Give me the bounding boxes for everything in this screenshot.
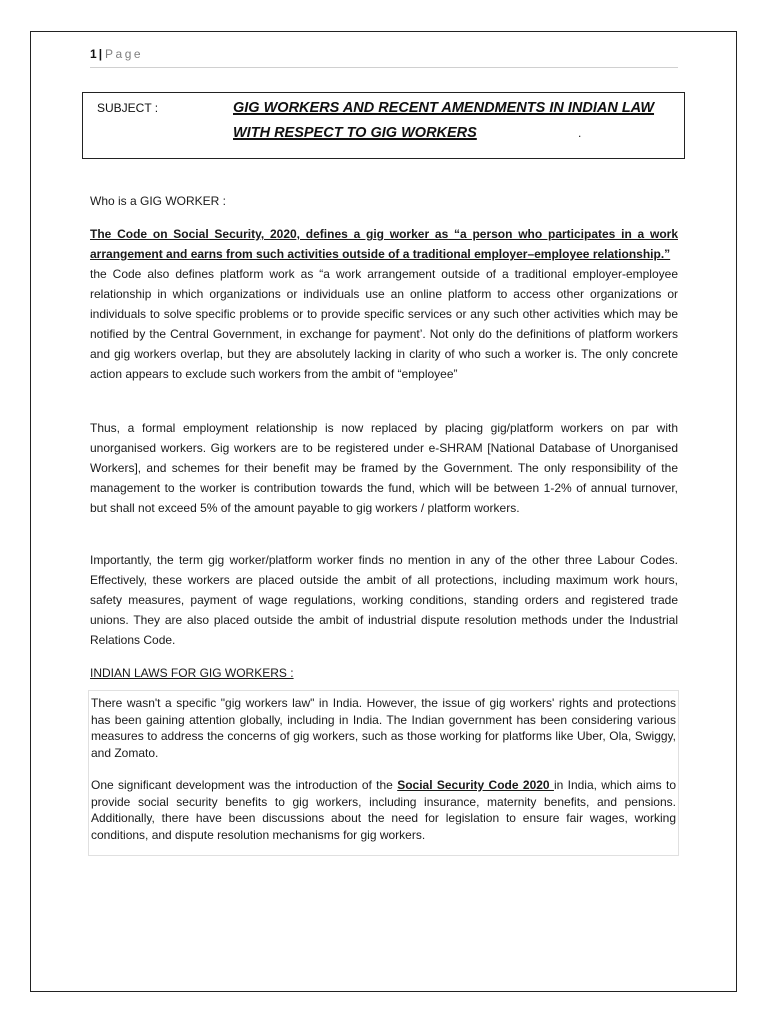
- paragraph-labour-codes: Importantly, the term gig worker/platform worker finds no mention in any of the other three Labour Codes. Effectively, these workers are placed outside the ambit of all protections, including maximum work hours, safety measures, payment of wage regulations, working conditions, standing orders and registered trade unions. They are also placed outside the ambit of industrial dispute resolution methods under the Industrial Relations Code.: [90, 553, 678, 647]
- definition-text: The Code on Social Security, 2020, defines a gig worker as “a person who participates in a work arrangement and earns from such activities outside of a traditional employer–employee relationship.”: [90, 227, 678, 261]
- subject-trailing-dot: .: [578, 126, 582, 140]
- subject-box: [82, 92, 685, 159]
- laws-paragraph-1: There wasn't a specific "gig workers law" in India. However, the issue of gig workers' rights and protections has been gaining attention globally, including in India. The Indian government has been considering various measures to address the concerns of gig workers, such as those working for platforms like Uber, Ola, Swiggy, and Zomato.: [91, 696, 676, 760]
- social-security-code-highlight: Social Security Code 2020: [397, 778, 554, 792]
- who-heading: Who is a GIG WORKER :: [90, 194, 227, 208]
- paragraph-employment-relationship: Thus, a formal employment relationship is now replaced by placing gig/platform workers on par with unorganised workers. Gig workers are to be registered under e-SHRAM [National Database of Unorganised Workers], and schemes for their benefit may be framed by the Government. The only responsibility of the management to the worker is contribution towards the fund, which will be between 1-2% of annual turnover, but shall not exceed 5% of the amount payable to gig workers / platform workers.: [90, 421, 678, 515]
- page-label: Page: [105, 47, 144, 61]
- laws-paragraph-2: [91, 777, 676, 843]
- laws-textbox: [88, 690, 679, 856]
- page-header: [90, 47, 678, 68]
- laws-paragraph-2-before: One significant development was the introduction of the: [91, 778, 398, 792]
- page-separator: |: [98, 47, 103, 61]
- laws-heading: INDIAN LAWS FOR GIG WORKERS :: [90, 666, 294, 680]
- subject-title-text: GIG WORKERS AND RECENT AMENDMENTS IN INDIAN LAW WITH RESPECT TO GIG WORKERS: [233, 100, 655, 141]
- page-number: 1: [90, 47, 97, 61]
- subject-label: SUBJECT :: [97, 101, 159, 115]
- laws-paragraph-2-after: in India, which aims to provide social security benefits to gig workers, including insurance, maternity benefits, and pensions. Additionally, there have been discussions about the need for legislation to ensure fair wages, working conditions, and dispute resolution mechanisms for gig workers.: [91, 778, 676, 842]
- subject-title: [233, 96, 673, 146]
- paragraph-platform-work: the Code also defines platform work as “a work arrangement outside of a traditional employer-employee relationship in which organizations or individuals use an online platform to access other organizations or individuals to solve specific problems or to provide specific services or any such other activities which may be notified by the Central Government, in exchange for payment’. Not only do the definitions of platform workers and gig workers overlap, but they are absolutely lacking in clarity of who such a worker is. The only concrete action appears to exclude such workers from the ambit of “employee”: [90, 267, 678, 381]
